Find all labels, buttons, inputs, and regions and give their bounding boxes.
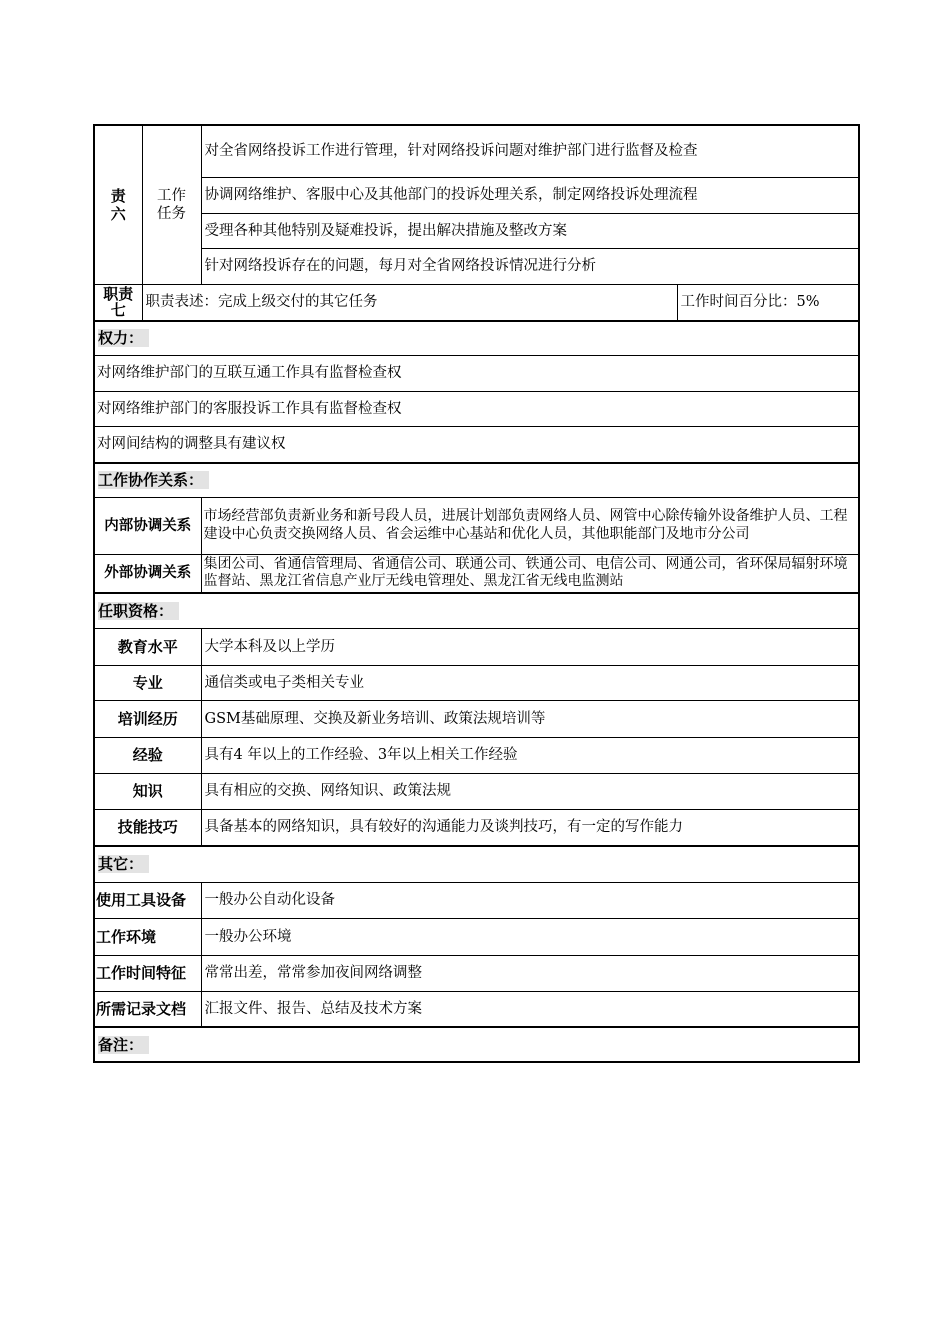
qualification-value: 大学本科及以上学历 xyxy=(201,628,859,665)
other-row xyxy=(94,882,859,918)
qualification-label: 教育水平 xyxy=(94,628,201,665)
qualification-label: 专业 xyxy=(94,665,201,700)
qualifications-heading-row xyxy=(94,593,859,628)
other-heading-text: 其它： xyxy=(98,855,149,873)
duty7-time-percent: 工作时间百分比：5% xyxy=(677,284,859,321)
authority-row xyxy=(94,355,859,391)
notes-row xyxy=(94,1027,859,1062)
qualification-value: 通信类或电子类相关专业 xyxy=(201,665,859,700)
authority-item: 对网络维护部门的客服投诉工作具有监督检查权 xyxy=(94,391,859,426)
authority-row xyxy=(94,426,859,463)
other-value: 汇报文件、报告、总结及技术方案 xyxy=(201,991,859,1027)
other-heading-row xyxy=(94,846,859,882)
notes-heading xyxy=(94,1027,859,1062)
internal-relations-row xyxy=(94,497,859,554)
other-label: 工作环境 xyxy=(94,918,201,955)
authority-item: 对网络维护部门的互联互通工作具有监督检查权 xyxy=(94,355,859,391)
other-value: 常常出差，常常参加夜间网络调整 xyxy=(201,955,859,991)
duty6-task-row xyxy=(94,213,859,248)
job-description-table xyxy=(93,124,860,1063)
duty6-task-item: 协调网络维护、客服中心及其他部门的投诉处理关系，制定网络投诉处理流程 xyxy=(201,177,859,213)
internal-relations-label: 内部协调关系 xyxy=(94,497,201,554)
qualification-value: 具有相应的交换、网络知识、政策法规 xyxy=(201,773,859,809)
relations-heading xyxy=(94,463,859,497)
other-row xyxy=(94,991,859,1027)
authority-row xyxy=(94,391,859,426)
internal-relations-text: 市场经营部负责新业务和新号段人员，进展计划部负责网络人员、网管中心除传输外设备维护人员、工程建设中心负责交换网络人员、省会运维中心基站和优化人员，其他职能部门及地市分公司 xyxy=(201,497,859,554)
qualifications-heading-text: 任职资格： xyxy=(98,602,179,620)
duty7-row xyxy=(94,284,859,321)
relations-heading-text: 工作协作关系： xyxy=(98,471,209,489)
qualification-row xyxy=(94,628,859,665)
qualification-label: 技能技巧 xyxy=(94,809,201,846)
duty6-task-item: 针对网络投诉存在的问题，每月对全省网络投诉情况进行分析 xyxy=(201,248,859,284)
qualification-label: 知识 xyxy=(94,773,201,809)
authority-heading-row xyxy=(94,321,859,355)
other-value: 一般办公环境 xyxy=(201,918,859,955)
notes-heading-text: 备注： xyxy=(98,1036,149,1054)
authority-item: 对网间结构的调整具有建议权 xyxy=(94,426,859,463)
external-relations-text: 集团公司、省通信管理局、省通信公司、联通公司、铁通公司、电信公司、网通公司，省环保局辐射环境监督站、黑龙江省信息产业厅无线电管理处、黑龙江省无线电监测站 xyxy=(201,554,859,593)
relations-heading-row xyxy=(94,463,859,497)
external-relations-label: 外部协调关系 xyxy=(94,554,201,593)
other-label: 工作时间特征 xyxy=(94,955,201,991)
authority-heading-text: 权力： xyxy=(98,329,149,347)
duty6-task-item: 受理各种其他特别及疑难投诉，提出解决措施及整改方案 xyxy=(201,213,859,248)
authority-heading xyxy=(94,321,859,355)
duty6-task-row xyxy=(94,177,859,213)
other-heading xyxy=(94,846,859,882)
external-relations-row xyxy=(94,554,859,593)
duty6-task-item: 对全省网络投诉工作进行管理，针对网络投诉问题对维护部门进行监督及检查 xyxy=(201,125,859,177)
qualification-value: 具有4 年以上的工作经验、3年以上相关工作经验 xyxy=(201,737,859,773)
other-row xyxy=(94,918,859,955)
qualification-row xyxy=(94,665,859,700)
task-label: 工作 任务 xyxy=(142,125,201,284)
qualification-value: 具备基本的网络知识，具有较好的沟通能力及谈判技巧，有一定的写作能力 xyxy=(201,809,859,846)
qualifications-heading xyxy=(94,593,859,628)
duty7-label: 职责 七 xyxy=(94,284,142,321)
qualification-label: 培训经历 xyxy=(94,700,201,737)
duty7-description: 职责表述：完成上级交付的其它任务 xyxy=(142,284,677,321)
duty6-task-row xyxy=(94,125,859,177)
other-label: 所需记录文档 xyxy=(94,991,201,1027)
qualification-row xyxy=(94,773,859,809)
other-row xyxy=(94,955,859,991)
qualification-label: 经验 xyxy=(94,737,201,773)
duty6-task-row xyxy=(94,248,859,284)
qualification-row xyxy=(94,737,859,773)
other-value: 一般办公自动化设备 xyxy=(201,882,859,918)
qualification-row xyxy=(94,809,859,846)
qualification-row xyxy=(94,700,859,737)
qualification-value: GSM基础原理、交换及新业务培训、政策法规培训等 xyxy=(201,700,859,737)
other-label: 使用工具设备 xyxy=(94,882,201,918)
duty6-label: 责 六 xyxy=(94,125,142,284)
